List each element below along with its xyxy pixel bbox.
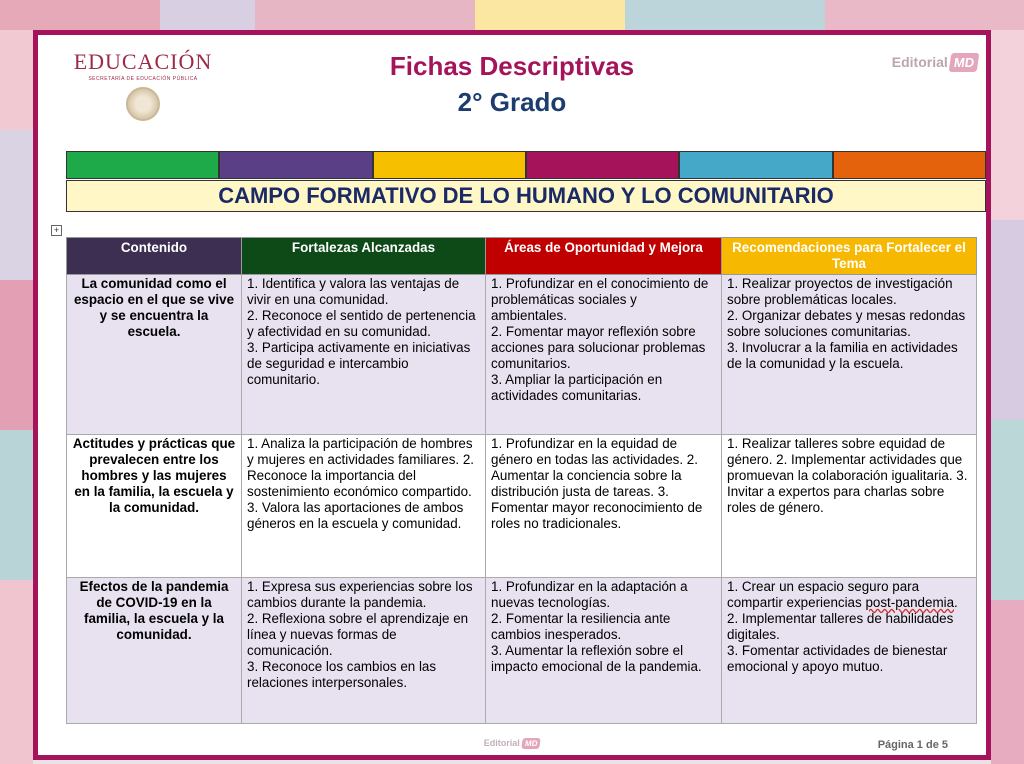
list-item: 3. Reconoce los cambios en las relaciones interpersonales. xyxy=(247,659,437,690)
recomendaciones-cell xyxy=(722,275,977,435)
list-item: 2. Reflexiona sobre el aprendizaje en línea y nuevas formas de comunicación. xyxy=(247,611,469,658)
editorial-logo xyxy=(892,53,978,72)
oportunidad-cell xyxy=(486,435,722,578)
list-item: 2. Organizar debates y mesas redondas sobre soluciones comunitarias. xyxy=(727,308,966,339)
page-number: Página 1 de 5 xyxy=(877,739,948,751)
recomendaciones-cell xyxy=(722,578,977,724)
list-item: 1. Crear un espacio seguro para compartir experiencias post-pandemia. xyxy=(727,579,958,610)
spellcheck-mark: post-pandemia xyxy=(865,595,955,610)
fortalezas-cell xyxy=(242,435,486,578)
list-item: 1. Profundizar en la adaptación a nuevas tecnologías. xyxy=(491,579,688,610)
bg-tile xyxy=(0,580,33,764)
bg-tile xyxy=(0,0,160,30)
list-item: 1. Realizar talleres sobre equidad de género. 2. Implementar actividades que promuevan la colaboración igualitaria. 3. Invitar a expertos para charlas sobre roles de género. xyxy=(727,436,968,515)
table-row xyxy=(67,435,977,578)
bg-tile xyxy=(991,220,1024,420)
grade-title: 2° Grado xyxy=(457,87,567,117)
contenido-cell: La comunidad como el espacio en el que se vive y se encuentra la escuela. xyxy=(67,275,242,435)
table-row xyxy=(67,275,977,435)
footer-editorial-text: Editorial xyxy=(483,738,520,748)
color-strip-cell xyxy=(833,151,986,179)
list-item: 1. Identifica y valora las ventajas de vivir en una comunidad. xyxy=(247,276,460,307)
page-title: Fichas Descriptivas xyxy=(389,51,635,81)
recomendaciones-cell xyxy=(722,435,977,578)
document-page xyxy=(33,30,991,760)
sep-logo-subtitle: SECRETARÍA DE EDUCACIÓN PÚBLICA xyxy=(88,76,198,82)
bg-tile xyxy=(825,0,1024,30)
list-item: 3. Participa activamente en iniciativas de seguridad e intercambio comunitario. xyxy=(247,340,471,387)
header-recomendaciones: Recomendaciones para Fortalecer el Tema xyxy=(722,238,977,275)
list-item: 1. Realizar proyectos de investigación sobre problemáticas locales. xyxy=(727,276,953,307)
color-strip-cell xyxy=(219,151,372,179)
header-oportunidad: Áreas de Oportunidad y Mejora xyxy=(486,238,722,275)
editorial-logo-mark: MD xyxy=(948,53,979,72)
bg-tile xyxy=(475,0,625,30)
list-item: 1. Expresa sus experiencias sobre los cambios durante la pandemia. xyxy=(247,579,473,610)
bg-tile xyxy=(991,600,1024,764)
bg-tile xyxy=(0,130,33,280)
bg-tile xyxy=(991,30,1024,220)
footer-editorial-mark: MD xyxy=(521,738,541,749)
list-item: 1. Analiza la participación de hombres y mujeres en actividades familiares. 2. Reconoce la importancia del sostenimiento económico compartido. 3. Valora las aportaciones de ambos géneros en la escuela y comunidad. xyxy=(247,436,474,531)
bg-tile xyxy=(625,0,825,30)
campo-formativo-banner: CAMPO FORMATIVO DE LO HUMANO Y LO COMUNITARIO xyxy=(66,180,986,212)
contenido-cell: Efectos de la pandemia de COVID-19 en la familia, la escuela y la comunidad. xyxy=(67,578,242,724)
editorial-logo-text: Editorial xyxy=(891,54,948,70)
table-move-handle-icon[interactable]: + xyxy=(51,225,62,236)
list-item: 2. Fomentar mayor reflexión sobre acciones para solucionar problemas comunitarios. xyxy=(491,324,706,371)
list-item: 1. Profundizar en la equidad de género en todas las actividades. 2. Aumentar la conciencia sobre la distribución justa de tareas. 3. Fomentar mayor reconocimiento de roles no tradicionales. xyxy=(491,436,703,531)
fortalezas-cell xyxy=(242,275,486,435)
bg-tile xyxy=(160,0,255,30)
header-contenido: Contenido xyxy=(67,238,242,275)
list-item: 2. Implementar talleres de habilidades digitales. xyxy=(727,611,954,642)
fortalezas-cell xyxy=(242,578,486,724)
list-item: 2. Fomentar la resiliencia ante cambios inesperados. xyxy=(491,611,671,642)
table-row xyxy=(67,578,977,724)
header-fortalezas: Fortalezas Alcanzadas xyxy=(242,238,486,275)
sep-logo-title: EDUCACIÓN xyxy=(73,49,213,74)
color-strip-cell xyxy=(66,151,219,179)
oportunidad-cell xyxy=(486,275,722,435)
oportunidad-cell xyxy=(486,578,722,724)
bg-tile xyxy=(991,420,1024,600)
list-item: 3. Fomentar actividades de bienestar emocional y apoyo mutuo. xyxy=(727,643,948,674)
list-item: 3. Ampliar la participación en actividades comunitarias. xyxy=(491,372,663,403)
table-header-row xyxy=(67,238,977,275)
footer-editorial-logo xyxy=(38,738,986,749)
fichas-table xyxy=(66,237,977,724)
contenido-cell: Actitudes y prácticas que prevalecen entre los hombres y las mujeres en la familia, la escuela y la comunidad. xyxy=(67,435,242,578)
list-item: 3. Aumentar la reflexión sobre el impacto emocional de la pandemia. xyxy=(491,643,702,674)
list-item: 3. Involucrar a la familia en actividades de la comunidad y la escuela. xyxy=(727,340,958,371)
color-strip-cell xyxy=(679,151,832,179)
bg-tile xyxy=(0,30,33,130)
bg-tile xyxy=(0,430,33,580)
color-strip xyxy=(66,151,986,179)
bg-tile xyxy=(0,280,33,430)
bg-tile xyxy=(255,0,475,30)
list-item: 1. Profundizar en el conocimiento de problemáticas sociales y ambientales. xyxy=(491,276,709,323)
color-strip-cell xyxy=(526,151,679,179)
list-item: 2. Reconoce el sentido de pertenencia y afectividad en su comunidad. xyxy=(247,308,476,339)
color-strip-cell xyxy=(373,151,526,179)
